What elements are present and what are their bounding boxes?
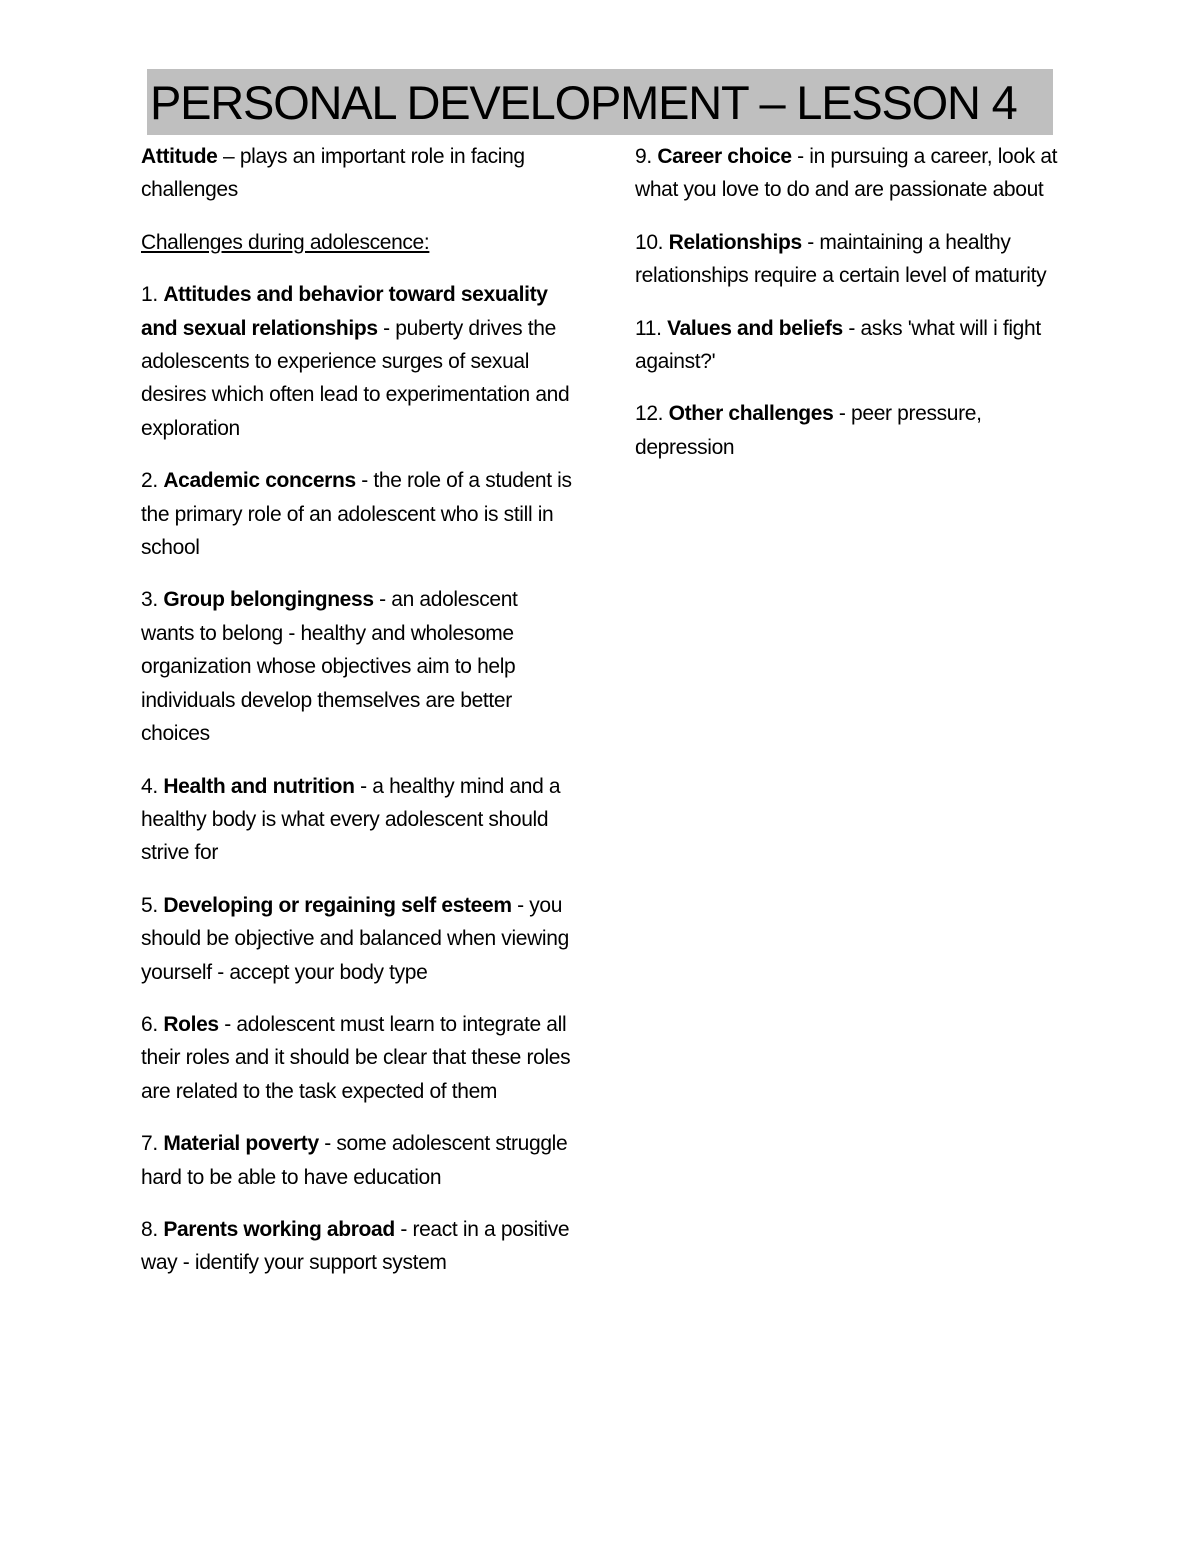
item-term: Other challenges <box>668 402 834 426</box>
challenge-item-9 <box>635 140 1065 207</box>
item-term: Values and beliefs <box>667 316 843 340</box>
challenge-item-1 <box>141 278 576 445</box>
item-number: 8. <box>141 1217 164 1241</box>
item-term: Developing or regaining self esteem <box>163 893 512 917</box>
intro-text: – plays an important role in facing challenges <box>141 145 525 202</box>
item-text: - react in a positive way - identify your support system <box>141 1217 570 1275</box>
challenge-item-3 <box>141 583 576 750</box>
item-text: - maintaining a healthy relationships require a certain level of maturity <box>635 230 1047 288</box>
item-text: - the role of a student is the primary role of an adolescent who is still in school <box>141 469 572 560</box>
challenge-item-2 <box>141 464 576 564</box>
item-number: 2. <box>141 469 164 493</box>
item-text: - a healthy mind and a healthy body is what every adolescent should strive for <box>141 774 561 865</box>
page-title: PERSONAL DEVELOPMENT – LESSON 4 <box>150 76 1017 129</box>
item-number: 9. <box>635 145 658 168</box>
item-text: - in pursuing a career, look at what you love to do and are passionate about <box>635 145 1058 202</box>
title-banner <box>147 69 1053 135</box>
item-number: 6. <box>141 1012 164 1036</box>
intro-paragraph <box>141 140 576 207</box>
challenge-item-6 <box>141 1008 576 1108</box>
item-term: Attitudes and behavior toward sexuality and sexual relationships <box>141 283 548 340</box>
item-term: Academic concerns <box>163 469 356 493</box>
item-number: 10. <box>635 230 669 254</box>
item-text: - some adolescent struggle hard to be able to have education <box>141 1132 568 1189</box>
intro-term: Attitude <box>141 145 218 168</box>
item-number: 5. <box>141 893 164 917</box>
left-column <box>141 140 576 1299</box>
item-text: - an adolescent wants to belong - healthy and wholesome organization whose objectives aim to help individuals develop themselves are better choices <box>141 588 518 746</box>
item-number: 12. <box>635 402 669 426</box>
item-text: - puberty drives the adolescents to experience surges of sexual desires which often lead to experimentation and exploration <box>141 316 570 440</box>
item-number: 4. <box>141 774 164 798</box>
right-column <box>635 140 1065 483</box>
item-term: Parents working abroad <box>163 1217 395 1241</box>
item-text: - peer pressure, depression <box>635 402 982 459</box>
item-number: 11. <box>635 316 668 340</box>
item-number: 1. <box>141 283 164 307</box>
item-term: Relationships <box>668 230 802 254</box>
item-term: Group belongingness <box>163 588 374 612</box>
challenges-heading: Challenges during adolescence: <box>141 230 430 254</box>
challenge-item-10 <box>635 226 1065 293</box>
challenge-item-7 <box>141 1127 576 1194</box>
item-number: 7. <box>141 1132 164 1156</box>
item-term: Health and nutrition <box>163 774 355 798</box>
item-number: 3. <box>141 588 164 612</box>
item-term: Career choice <box>657 145 792 168</box>
item-text: - adolescent must learn to integrate all their roles and it should be clear that these roles are related to the task expected of them <box>141 1012 571 1103</box>
item-term: Material poverty <box>163 1132 319 1156</box>
item-text: - you should be objective and balanced when viewing yourself - accept your body type <box>141 893 569 984</box>
challenge-item-4 <box>141 770 576 870</box>
challenge-item-5 <box>141 889 576 989</box>
challenge-item-11 <box>635 312 1065 379</box>
item-text: - asks 'what will i fight against?' <box>635 316 1041 374</box>
challenge-item-12 <box>635 397 1065 464</box>
challenge-item-8 <box>141 1213 576 1280</box>
item-term: Roles <box>163 1012 219 1036</box>
